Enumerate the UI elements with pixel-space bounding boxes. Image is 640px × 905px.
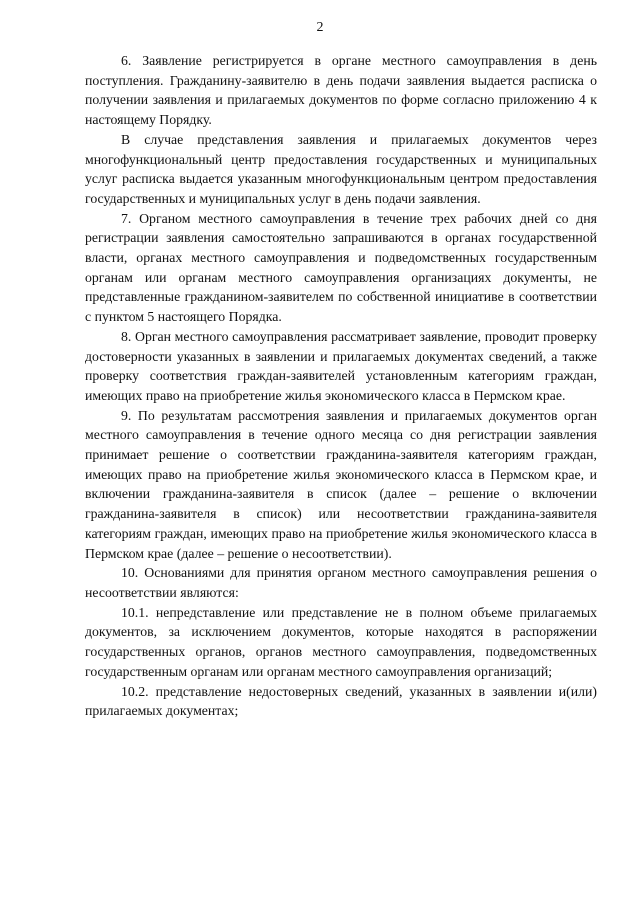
- paragraph-9: 9. По результатам рассмотрения заявления и прилагаемых документов орган местного самоуправления в течение одного месяца со дня регистрации заявления принимает решение о соответствии гражданина-заявителя категориям граждан, имеющих право на приобретение жилья экономического класса в Пермском крае, и включении гражданина-заявителя в список (далее – решение о включении гражданина-заявителя в список) или несоответствии гражданина-заявителя категориям граждан, имеющих право на приобретение жилья экономического класса в Пермском крае (далее – решение о несоответствии).: [85, 407, 597, 561]
- page-number: 2: [316, 20, 324, 35]
- paragraph-8: 8. Орган местного самоуправления рассматривает заявление, проводит проверку достоверности указанных в заявлении и прилагаемых документах сведений, а также проверку соответствия граждан-заявителей установленным категориям граждан, имеющих право на приобретение жилья экономического класса в Пермском крае.: [85, 328, 597, 403]
- paragraph-6: 6. Заявление регистрируется в органе местного самоуправления в день поступления. Гражданину-заявителю в день подачи заявления выдается расписка о получении заявления и прилагаемых документов по форме согласно приложению 4 к настоящему Порядку.: [85, 53, 597, 128]
- paragraph-10-2: 10.2. представление недостоверных сведений, указанных в заявлении и(или) прилагаемых документах;: [85, 683, 597, 719]
- paragraph-6-mfc: В случае представления заявления и прилагаемых документов через многофункциональный центр предоставления государственных и муниципальных услуг расписка выдается указанным многофункциональным центром предоставления государственных и муниципальных услуг в день подачи заявления.: [85, 131, 597, 206]
- document-body: [85, 51, 597, 721]
- paragraph-10-1: 10.1. непредставление или представление не в полном объеме прилагаемых документов, за исключением документов, которые находятся в распоряжении государственных органов, органов местного самоуправления, подведомственных государственным органам или органам местного самоуправления организаций;: [85, 604, 597, 679]
- paragraph-7: 7. Органом местного самоуправления в течение трех рабочих дней со дня регистрации заявления самостоятельно запрашиваются в органах государственной власти, органах местного самоуправления и подведомственных государственным органам или органам местного самоуправления организациях документы, не представленные гражданином-заявителем по собственной инициативе в соответствии с пунктом 5 настоящего Порядка.: [85, 210, 597, 325]
- paragraph-10: 10. Основаниями для принятия органом местного самоуправления решения о несоответствии являются:: [85, 565, 597, 600]
